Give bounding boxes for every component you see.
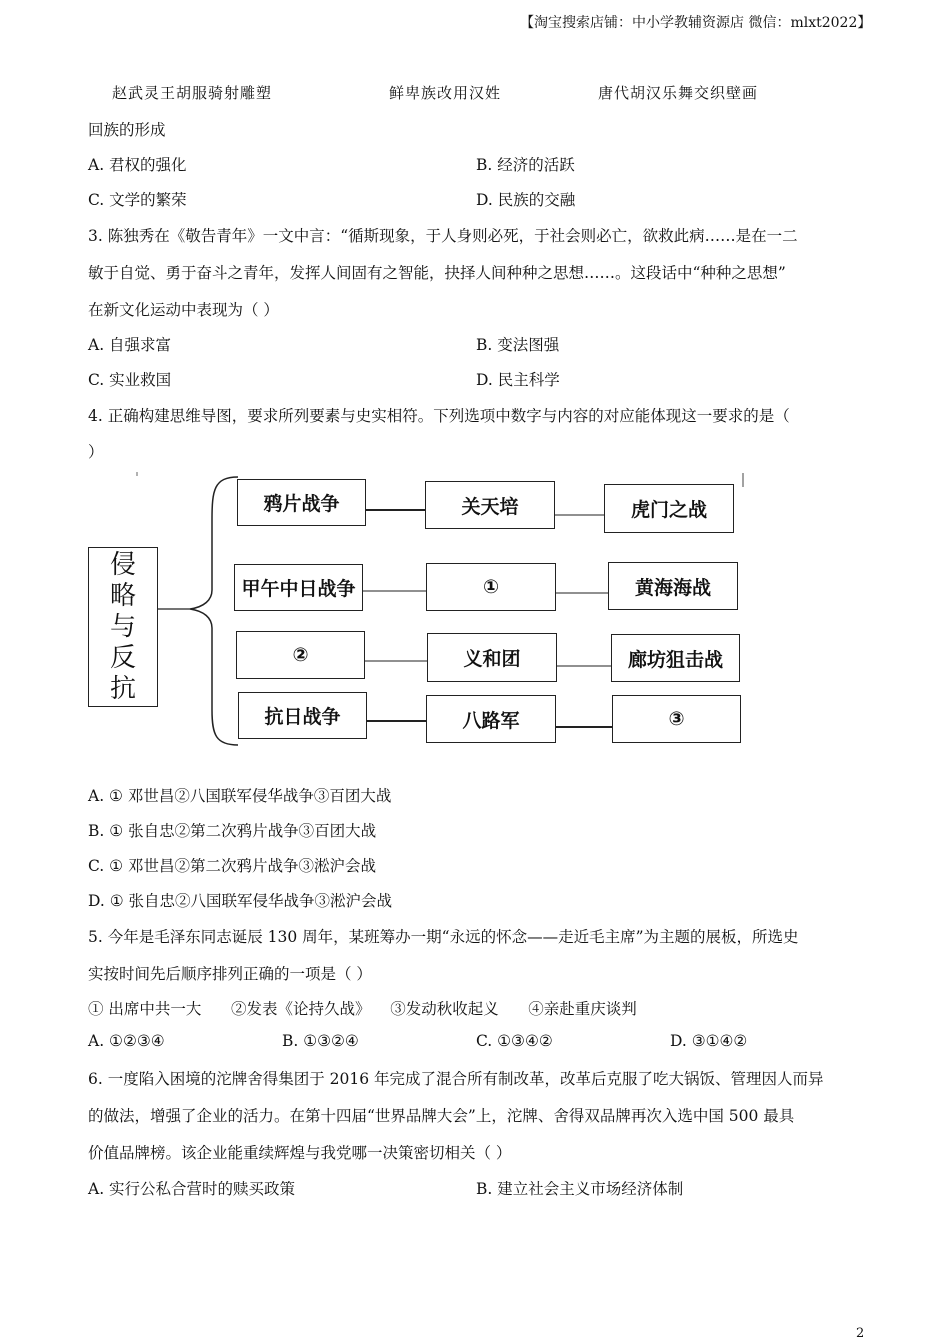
q2-option-a: A. 君权的强化 (88, 156, 187, 174)
caption-sculpture: 赵武灵王胡服骑射雕塑 (112, 84, 273, 102)
q3-option-d: D. 民主科学 (476, 371, 560, 389)
node-yellow-sea-battle: 黄海海战 (608, 562, 738, 610)
q3-line-1: 3. 陈独秀在《敬告青年》一文中言：“循斯现象，于人身则必死，于社会则必亡，欲救此病……是在一二 (88, 227, 798, 245)
q2-option-b: B. 经济的活跃 (476, 156, 575, 174)
q2-option-d: D. 民族的交融 (476, 191, 576, 209)
node-langfang-battle: 廊坊狙击战 (611, 634, 740, 682)
q5-option-a: A. ①②③④ (88, 1032, 165, 1050)
node-anti-japanese-war: 抗日战争 (238, 692, 367, 739)
node-sino-japanese-war: 甲午中日战争 (234, 564, 363, 611)
q3-option-c: C. 实业救国 (88, 371, 172, 389)
q2-tail: 回族的形成 (88, 121, 166, 139)
q2-option-c: C. 文学的繁荣 (88, 191, 187, 209)
node-humen-battle: 虎门之战 (604, 484, 734, 533)
root-char-1: 侵 (109, 549, 136, 580)
q4-line-2: ） (88, 443, 104, 461)
q4-line-1: 4. 正确构建思维导图，要求所列要素与史实相符。下列选项中数字与内容的对应能体现这一要求的是（ (88, 407, 790, 425)
node-blank-2: ② (236, 631, 365, 679)
q3-option-b: B. 变法图强 (476, 336, 560, 354)
q5-line-2: 实按时间先后顺序排列正确的一项是（ ） (88, 965, 372, 983)
q5-option-d: D. ③①④② (670, 1032, 748, 1050)
root-char-3: 与 (109, 611, 136, 642)
q6-line-3: 价值品牌榜。该企业能重续辉煌与我党哪一决策密切相关（ ） (88, 1144, 512, 1162)
q6-option-a: A. 实行公私合营时的赎买政策 (88, 1180, 296, 1198)
root-char-2: 略 (109, 580, 136, 611)
q4-option-c: C. ① 邓世昌②第二次鸦片战争③淞沪会战 (88, 857, 376, 875)
q4-option-d: D. ① 张自忠②八国联军侵华战争③淞沪会战 (88, 892, 393, 910)
q4-option-a: A. ① 邓世昌②八国联军侵华战争③百团大战 (88, 787, 392, 805)
q6-line-1: 6. 一度陷入困境的沱牌舍得集团于 2016 年完成了混合所有制改革，改革后克服了吃大锅饭、管理因人而异 (88, 1070, 824, 1088)
q3-option-a: A. 自强求富 (88, 336, 172, 354)
q5-option-b: B. ①③②④ (282, 1032, 359, 1050)
node-guan-tianpei: 关天培 (425, 481, 555, 529)
q4-option-b: B. ① 张自忠②第二次鸦片战争③百团大战 (88, 822, 377, 840)
node-blank-1: ① (426, 563, 556, 611)
q6-line-2: 的做法，增强了企业的活力。在第十四届“世界品牌大会”上，沱牌、舍得双品牌再次入选中国 500 最具 (88, 1107, 795, 1125)
page-header: 【淘宝搜索店铺：中小学教辅资源店 微信：mlxt2022】 (520, 15, 872, 31)
page-number: 2 (856, 1326, 865, 1341)
root-char-5: 抗 (109, 673, 136, 704)
node-blank-3: ③ (612, 695, 741, 743)
caption-mural: 唐代胡汉乐舞交织壁画 (598, 84, 759, 102)
node-boxers: 义和团 (427, 633, 557, 682)
caption-surname: 鲜卑族改用汉姓 (389, 84, 502, 102)
node-opium-war: 鸦片战争 (237, 479, 366, 526)
q3-line-2: 敏于自觉、勇于奋斗之青年，发挥人间固有之智能，抉择人间种种之思想……。这段话中“种种之思想” (88, 264, 786, 282)
q5-line-1: 5. 今年是毛泽东同志诞辰 130 周年，某班筹办一期“永远的怀念——走近毛主席”为主题的展板，所选史 (88, 928, 799, 946)
mind-map-root (88, 547, 158, 707)
q3-line-3: 在新文化运动中表现为（ ） (88, 301, 279, 319)
q5-option-c: C. ①③④② (476, 1032, 553, 1050)
q5-items: ① 出席中共一大 ②发表《论持久战》 ③发动秋收起义 ④亲赴重庆谈判 (88, 1000, 637, 1018)
root-char-4: 反 (109, 642, 136, 673)
node-eighth-route-army: 八路军 (426, 695, 556, 743)
q6-option-b: B. 建立社会主义市场经济体制 (476, 1180, 684, 1198)
